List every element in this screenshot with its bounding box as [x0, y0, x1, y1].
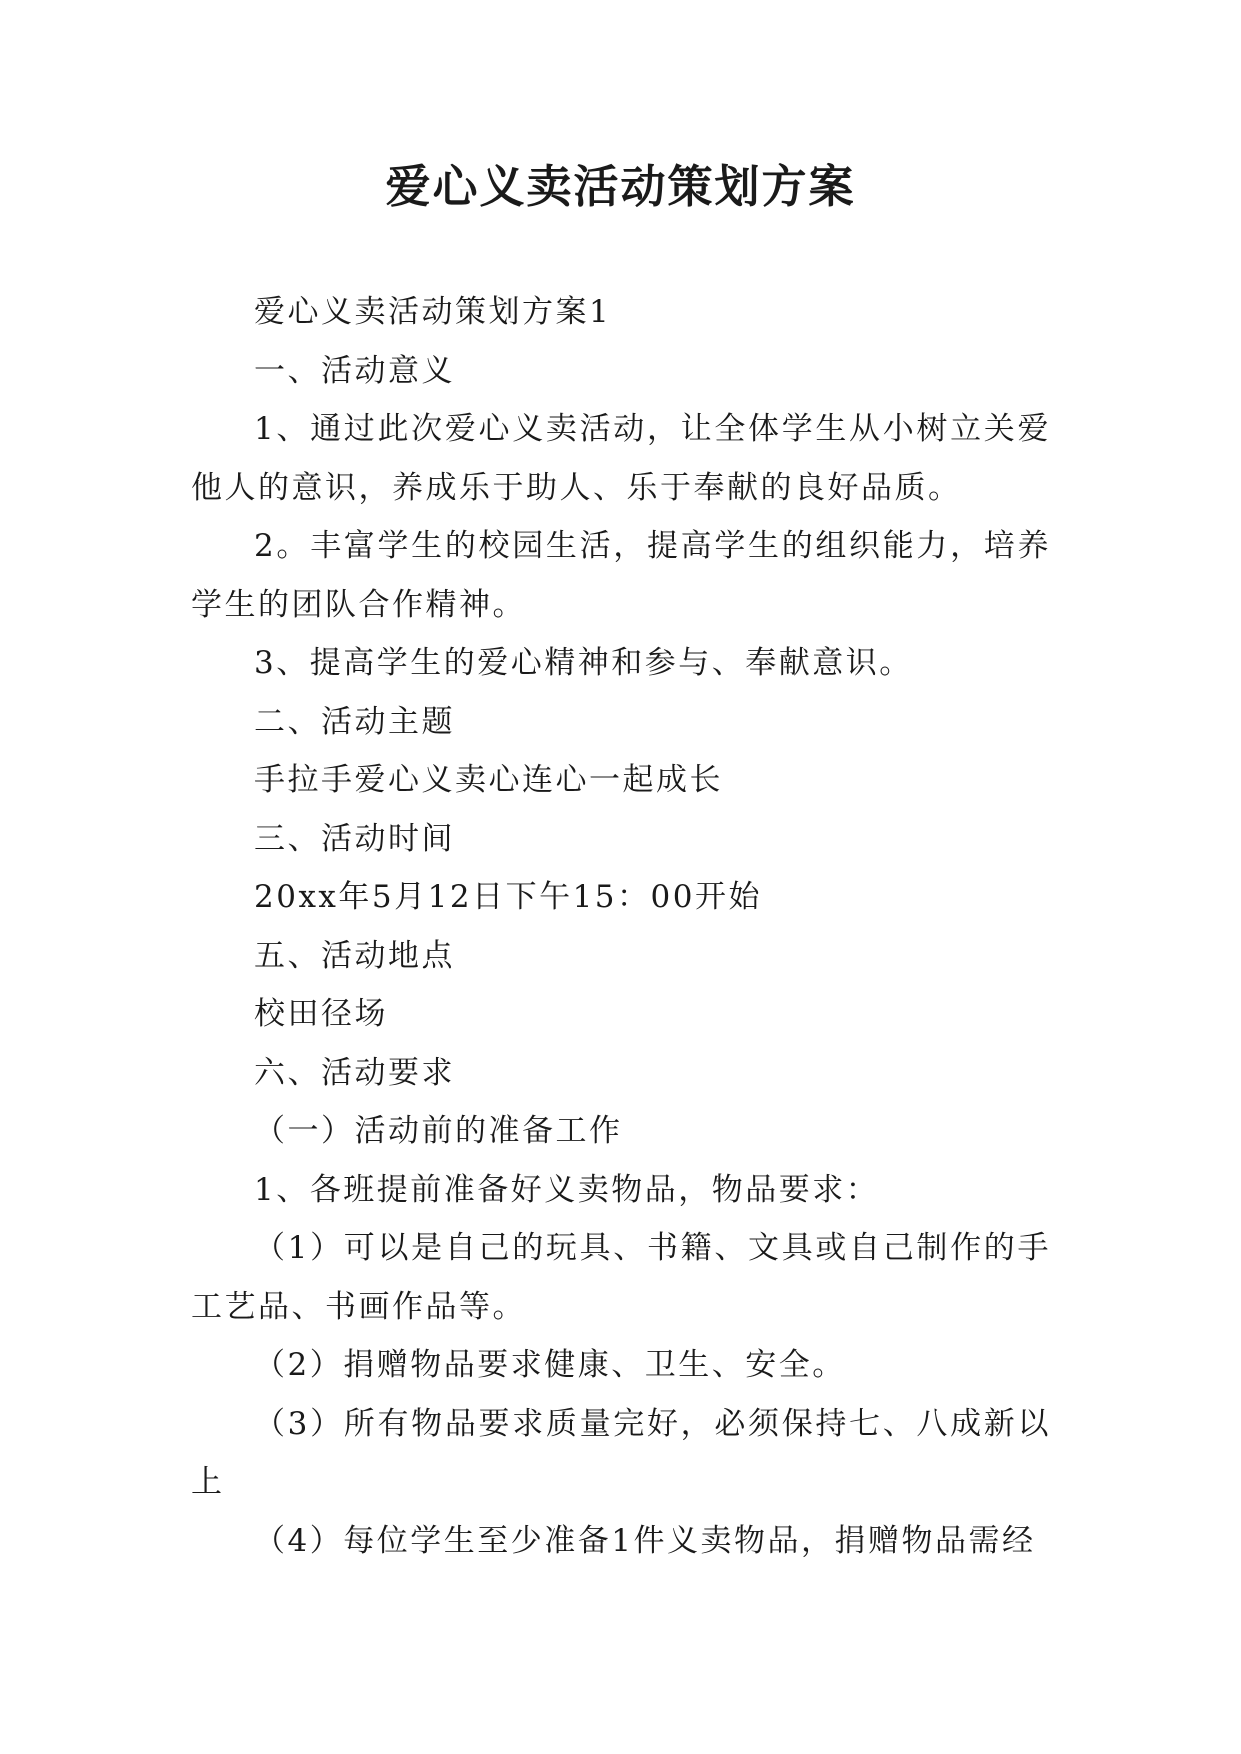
- paragraph: 2。丰富学生的校园生活，提高学生的组织能力，培养学生的团队合作精神。: [191, 528, 1051, 623]
- document-title: 爱心义卖活动策划方案: [385, 160, 856, 213]
- paragraph: 校田径场: [254, 996, 388, 1032]
- paragraph-heading: 爱心义卖活动策划方案1: [254, 294, 612, 330]
- section-heading-theme: 二、活动主题: [254, 703, 455, 740]
- paragraph: 手拉手爱心义卖心连心一起成长: [254, 762, 723, 798]
- paragraph: （1）可以是自己的玩具、书籍、文具或自己制作的手工艺品、书画作品等。: [191, 1230, 1051, 1325]
- paragraph: 1、各班提前准备好义卖物品，物品要求：: [254, 1171, 880, 1208]
- paragraph: 1、通过此次爱心义卖活动，让全体学生从小树立关爱他人的意识，养成乐于助人、乐于奉献的良好品质。: [191, 411, 1051, 506]
- document-body: [191, 283, 1051, 1570]
- paragraph: （2）捐赠物品要求健康、卫生、安全。: [254, 1347, 846, 1383]
- paragraph: 3、提高学生的爱心精神和参与、奉献意识。: [254, 645, 913, 681]
- section-heading-requirements: 六、活动要求: [254, 1054, 455, 1091]
- section-heading-location: 五、活动地点: [254, 937, 455, 974]
- section-heading-time: 三、活动时间: [254, 820, 455, 857]
- paragraph: （3）所有物品要求质量完好，必须保持七、八成新以上: [191, 1405, 1051, 1500]
- subsection-heading: （一）活动前的准备工作: [254, 1113, 623, 1149]
- section-heading-significance: 一、活动意义: [254, 352, 455, 389]
- paragraph: 20xx年5月12日下午15：00开始: [254, 879, 762, 915]
- paragraph: （4）每位学生至少准备1件义卖物品，捐赠物品需经: [254, 1522, 1036, 1559]
